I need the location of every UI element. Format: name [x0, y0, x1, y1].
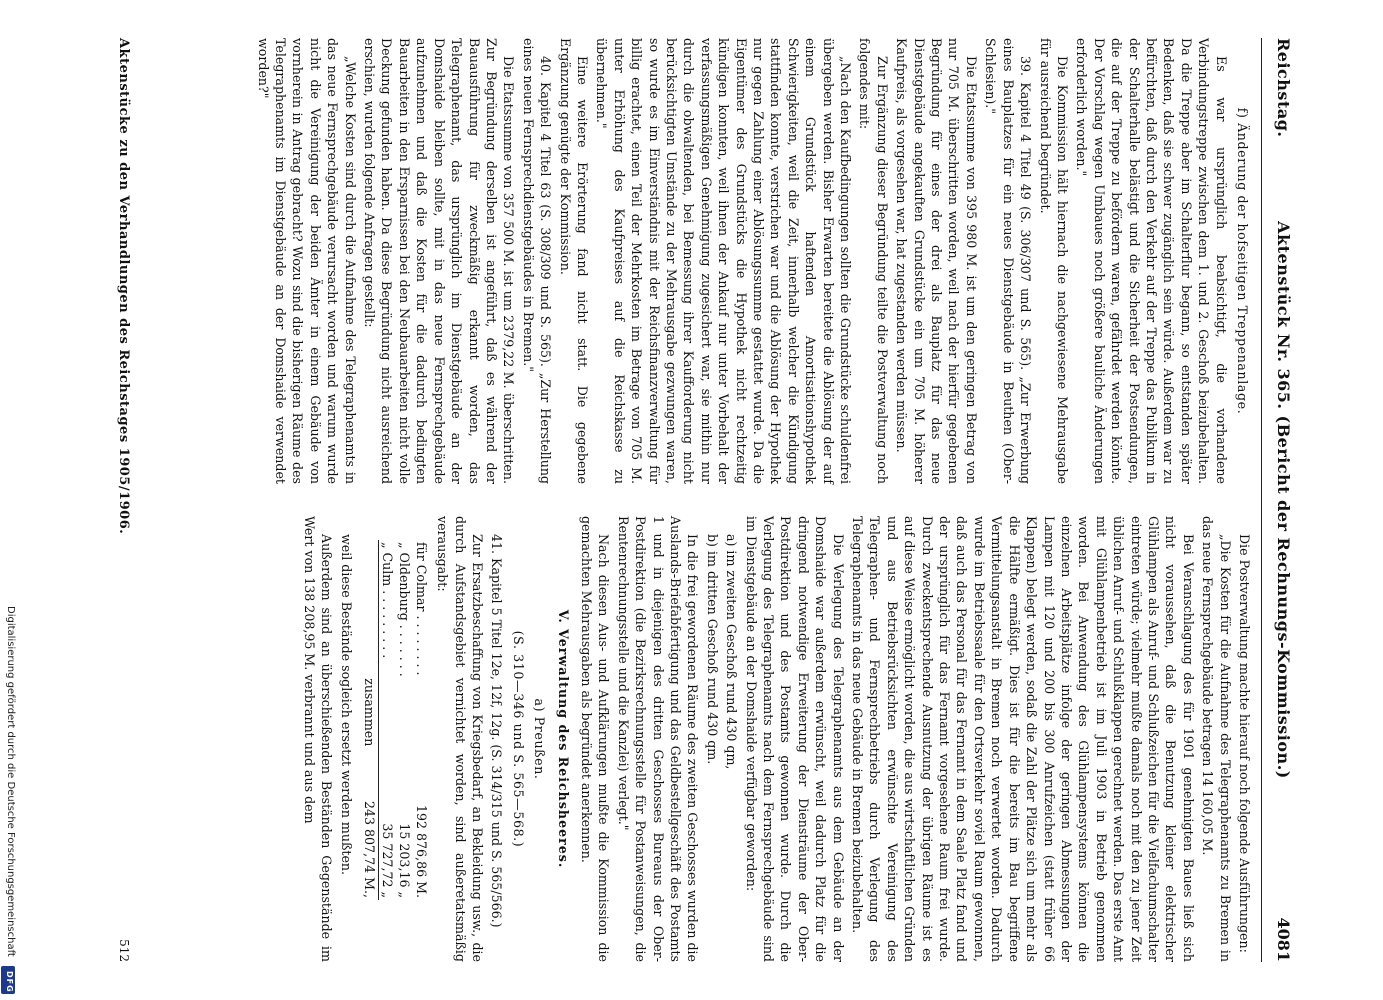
paragraph: Außerdem sind an überschießenden Beständen Gegenstände im Wert von 138 208,95 M. verbrannt und aus dem [301, 516, 335, 962]
row-label: „ Culm . . . . . . . . . [379, 542, 395, 659]
section-heading: f) Änderung der hofseitigen Treppenanlage. [1235, 107, 1250, 415]
text-columns [158, 38, 1253, 962]
total-amount: 243 807,74 M., [361, 748, 379, 900]
paragraph: a) im zweiten Geschoß rund 430 qm, [724, 534, 740, 770]
paragraph: „Die Kosten für die Aufnahme des Telegraphenamts zu Bremen in das neue Fernsprechgebäude betragen 14 160,05 M. [1200, 516, 1233, 962]
row-amount: 35 727,72 „ [379, 823, 395, 898]
paragraph: Nach diesen Aus- und Aufklärungen mußte die Kommission die gemachten Mehrausgaben als begründet anerkennen. [578, 516, 612, 962]
total-label: zusammen [361, 540, 379, 748]
left-column [158, 38, 1253, 484]
paragraph: 39. Kapitel 4 Titel 49 (S. 306/307 und S. 565). „Zur Erwerbung eines Bauplatzes für ein neues Dienstgebäude in Beuthen (Ober-Schlesien)." [983, 38, 1034, 484]
section-heading: (S. 310—346 und S. 565—568.) [510, 630, 526, 848]
paragraph: Die Postverwaltung machte hierauf noch folgende Ausführungen: [1237, 534, 1252, 953]
paragraph: Die Verlegung des Telegraphenamts aus dem Gebäude an der Domshaide war außerdem erwünscht, weil dadurch Platz für die dringend notwendige Erweiterung der Diensträume der Ober-Postdirektion und des Postamts gewonnen wurde. Durch die Verlegung des Telegraphenamts nach dem Fernsprechgebäude sind im Dienstgebäude an der Domshaide verfügbar geworden: [743, 516, 846, 962]
paragraph: Es war ursprünglich beabsichtigt, die vorhandene Verbindungstreppe zwischen dem 1. und 2. Geschoß beizubehalten. Da die Treppe aber im Schalterflur begann, so entstanden später Bedenken, daß sie schwer zugänglich sein würde. Außerdem war zu befürchten, daß durch den Verkehr auf der Treppe das Publikum in der Schalterhalle belästigt und die Sicherheit der Postsendungen, die auf der Treppe zu befördern waren, gefährdet werden könnte. Der Vorschlag wegen Umbaues noch größere bauliche Änderungen erforderlich worden." [1074, 38, 1229, 484]
footer-collection-title: Aktenstücke zu den Verhandlungen des Reichstages 1905/1906. [116, 38, 131, 535]
header-document-title: Aktenstück Nr. 365. (Bericht der Rechnungs-Kommission.) [1274, 221, 1293, 779]
paragraph: Die Etatssumme von 357 500 M. ist um 2379,22 M. überschritten. Zur Begründung derselben ist angeführt, daß es während der Bauausführung für zweckmäßig erkannt worden, das Telegraphenamt, das ursprünglich im Dienstgebäude an der Domshaide bleiben sollte, mit in das neue Fernsprechgebäude aufzunehmen und daß die Kosten für die dadurch bedingten Bauarbeiten in den Ersparnissen bei den Neubauarbeiten nicht volle Deckung gefunden haben. Da diese Begründung nicht ausreichend erschien, wurden folgende Anfragen gestellt: [362, 38, 517, 484]
paragraph: 40. Kapitel 4 Titel 63 (S. 308/309 und S. 565). „Zur Herstellung eines neuen Fernsprechdienstgebäudes in Bremen." [520, 38, 554, 484]
header-left-title: Reichstag. [1274, 38, 1293, 138]
paragraph: Zur Ersatzbeschaffung von Kriegsbedarf, an Bekleidung usw., die durch Aufstandsgebiet vernichtet worden, sind außeretatsmäßig verausgabt: [435, 516, 485, 962]
paragraph: Zur Ergänzung dieser Begründung teilte die Postverwaltung noch folgendes mit: [857, 38, 890, 484]
paragraph: weil diese Bestände sogleich ersetzt werden mußten. [338, 534, 354, 876]
page-footer [100, 38, 146, 962]
paragraph: Bei Veranschlagung des für 1901 genehmigten Baues ließ sich nicht voraussehen, daß die Benutzung kleiner elektrischer Glühlampen als Anruf- und Schlußzeichen für die Vielfachumschalter eintreten würde; vielmehr mußte damals noch mit den zu jener Zeit üblichen Anruf- und Schlußklappen gerechnet werden. Das erste Amt mit Glühlampenbetrieb ist im Juli 1903 in Betrieb genommen worden. Bei Anwendung des Glühlampensystems können die einzelnen Arbeitsplätze infolge der geringen Abmessungen der Lampen mit 120 und 200 bis 300 Anrufzeichen (statt früher 66 Klappen) belegt werden, sodaß die Zahl der Plätze sich um mehr als die Hälfte ermäßigt. Dies ist für die bereits im Bau begriffene Vermittelungsanstalt in Bremen noch verwertet worden. Dadurch wurde im Betriebssaale für den Ortsverkehr soviel Raum gewonnen, daß auch das Personal für das Fernamt in dem Saale Platz fand und der ursprünglich für das Fernamt vorgesehene Raum frei wurde. Durch zweckentsprechende Ausnutzung der übrigen Räume ist es auf diese Weise ermöglicht worden, die aus wirtschaftlichen Gründen und aus Betriebsrücksichten erwünschte Vereinigung des Telegraphen- und Fernsprechbetriebs durch Verlegung des Telegraphenamts in das neue Gebäude in Bremen beizubehalten. [850, 516, 1196, 962]
row-label: für Colmar . . . . . . . . [413, 542, 429, 676]
dfg-logo-text: DFG [5, 971, 14, 993]
paragraph: Die Kommission hält hiernach die nachgewiesene Mehrausgabe für ausreichend begründet. [1037, 38, 1070, 484]
digitization-credit-text: Digitalisierung gefördert durch die Deutsche Forschungsgemeinschaft [5, 606, 16, 957]
document-page [30, 0, 1320, 1000]
paragraph: „Nach den Kaufbedingungen sollten die Grundstücke schuldenfrei übergeben werden. Bisher Erwarten bereitete die Ablösung der auf einem Grundstück haftenden Amortisationshypothek Schwierigkeiten, weil die Zeit, innerhalb welcher die Kündigung stattfinden konnte, verstrichen war und die Ablösung der Hypothek nur gegen Zahlung einer Ablösungssumme gestattet wurde. Da die Eigentümer des Grundstücks die Hypothek nicht rechtzeitig kündigen konnten, weil ihnen der Ankauf nur unter Vorbehalt der verfassungsmäßigen Genehmigung zugesichert war, sie mithin nur durch die obwaltenden, bei Bemessung ihrer Kaufforderung nicht berücksichtigten Umstände zu der Mehrausgabe gezwungen waren, so wurde es im Einverständnis mit der Reichsfinanzverwaltung für billig erachtet, einen Teil der Mehrkosten im Betrage von 705 M. unter Erhöhung des Kaufpreises auf die Reichskasse zu übernehmen." [594, 38, 854, 484]
right-column [158, 516, 1253, 962]
paragraph: Die Etatssumme von 395 980 M. ist um den geringen Betrag von nur 705 M. überschritten worden, weil nach der hierfür gegebenen Begründung für eines der drei als Bauplatz für das neue Dienstgebäude angekauften Grundstücke ein um 705 M. höherer Kaufpreis, als vorgesehen war, hat zugestanden werden müssen. [894, 38, 979, 484]
row-amount: 192 876,86 M. [413, 804, 429, 898]
expenditure-table [361, 540, 430, 900]
table-row [378, 540, 396, 900]
paragraph: „Welche Kosten sind durch die Aufnahme des Telegraphenamts in das neue Fernsprechgebäude verursacht worden und warum wurde nicht die Vereinigung der beiden Ämter in einem Gebäude von vornherein in Antrag gebracht? Wozu sind die bisherigen Räume des Telegraphenamts im Dienstgebäude an der Domshaide verwendet worden?" [255, 38, 358, 484]
chapter-heading: V. Verwaltung des Reichsheeres. [555, 609, 571, 869]
paragraph: 41. Kapitel 5 Titel 12e, 12f, 12g. (S. 314/315 und S. 565/566.) [489, 534, 505, 928]
paragraph: b) im dritten Geschoß rund 430 qm. [704, 534, 720, 765]
row-label: „ Oldenburg . . . . . . . [396, 542, 412, 677]
table-row [396, 540, 413, 900]
page-header [1261, 38, 1296, 962]
digitization-credit-strip [0, 0, 16, 1000]
table-row [413, 540, 430, 900]
paragraph: Eine weitere Erörterung fand nicht statt. Die gegebene Ergänzung genügte der Kommission. [557, 38, 590, 484]
table-total-row [361, 540, 379, 900]
dfg-logo [1, 966, 15, 994]
page-number: 4081 [1274, 917, 1293, 962]
section-heading: a) Preußen. [532, 698, 548, 780]
footer-sheet-number: 512 [117, 939, 131, 962]
paragraph: In die frei gewordenen Räume des zweiten Geschosses wurden die Auslands-Briefabfertigung und das Geldbestellgeschäft des Postamts 1 und in diejenigen des dritten Geschosses Bureaus der Ober-Postdirektion (die Bezirksrechnungsstelle für Postanweisungen, die Rentenrechnungsstelle und die Kanzlei) verlegt." [615, 516, 701, 962]
row-amount: 15 203,16 „ [396, 823, 412, 898]
